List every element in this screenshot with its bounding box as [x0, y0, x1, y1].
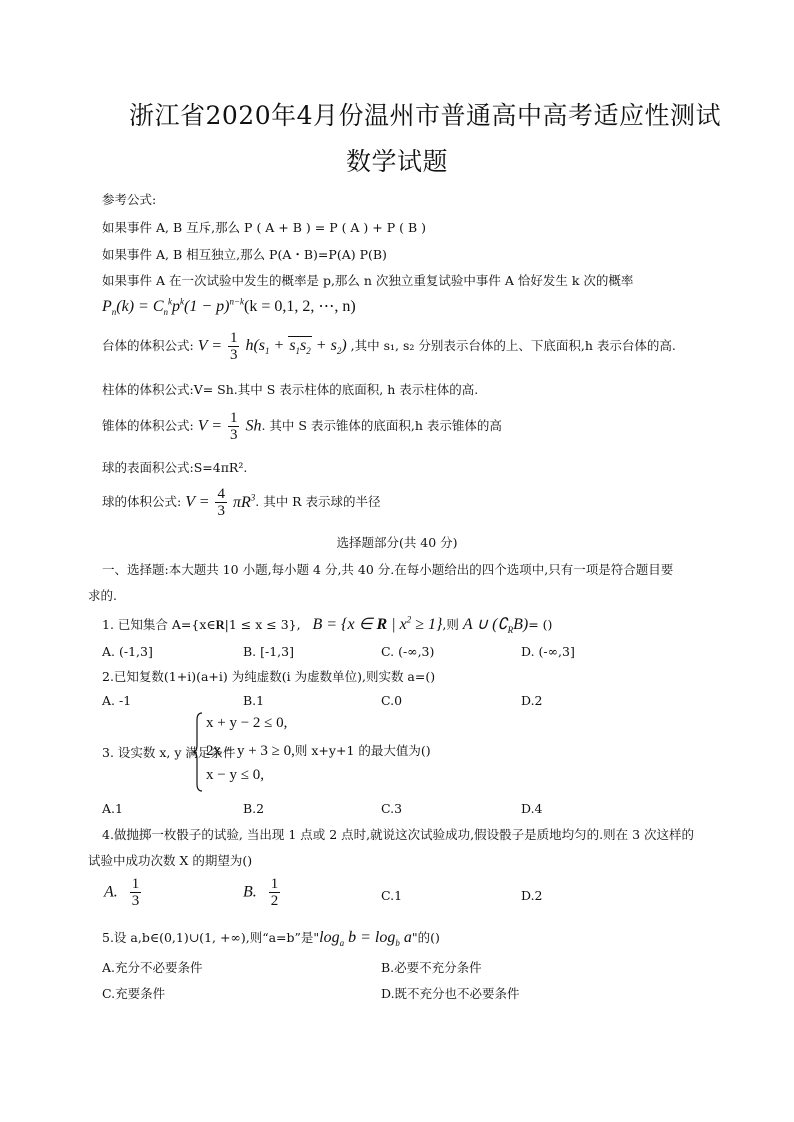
question-3-stem-a: 3. 设实数 x, y 满足条件: [102, 745, 236, 760]
formula-mutually-exclusive: 如果事件 A, B 互斥,那么 P ( A + B ) = P ( A ) + P ( B ): [102, 220, 426, 235]
formula-prism: 柱体的体积公式:V= Sh.其中 S 表示柱体的底面积, h 表示柱体的高.: [102, 382, 479, 397]
question-3-option-a: A.1: [102, 801, 123, 816]
question-1-stem: 1. 已知集合 A={x∈R|1 ≤ x ≤ 3}, B = {x ∈ R | $x^2 \ge 1$},则 A ∪ $(∁_RB)=$ (): [102, 614, 553, 636]
formula-sphere-volume-label: 球的体积公式:: [102, 494, 182, 509]
question-1-option-a: A. (-1,3]: [102, 644, 153, 659]
question-2-stem: 2.已知复数(1+i)(a+i) 为纯虚数(i 为虚数单位),则实数 a=(): [102, 669, 436, 684]
fraction-one-third: $\frac{1}{3}$: [229, 330, 238, 363]
question-4-option-a: A. $\frac{1}{3}$: [104, 876, 140, 909]
question-4-option-c: C.1: [381, 888, 403, 903]
formula-sphere-volume: 球的体积公式: V = $\frac{4}{3}$ $\pi R^3$. 其中 R 表示球的半径: [102, 486, 381, 519]
question-3-stem-b: 则 x+y+1 的最大值为(): [294, 743, 431, 758]
formulas-heading: 参考公式:: [102, 192, 157, 207]
formula-frustum: 台体的体积公式: V = $\frac{1}{3}$ $h(s_1 + s_1s_2 + s_2)$ ,其中 s₁, s₂ 分别表示台体的上、下底面积,h 表示台体的高.: [102, 330, 676, 363]
question-2-option-d: D.2: [521, 693, 543, 708]
question-5-option-b: B.必要不充分条件: [381, 960, 482, 975]
question-4-stem-1: 4.做抛掷一枚骰子的试验, 当出现 1 点或 2 点时,就说这次试验成功,假设骰子是质地均匀的.则在 3 次这样的: [102, 827, 694, 842]
question-5-option-c: C.充要条件: [102, 986, 166, 1001]
question-3-condition-3: x − y ≤ 0,: [206, 767, 264, 783]
question-5-option-d: D.既不充分也不必要条件: [381, 986, 520, 1001]
question-4-stem-2: 试验中成功次数 X 的期望为(): [88, 853, 253, 868]
formula-binomial-intro: 如果事件 A 在一次试验中发生的概率是 p,那么 n 次独立重复试验中事件 A 恰好发生 k 次的概率: [102, 273, 634, 288]
question-2-option-a: A. -1: [102, 693, 132, 708]
question-3-option-d: D.4: [521, 801, 543, 816]
formula-cone: 锥体的体积公式: V = $\frac{1}{3}$ Sh. 其中 S 表示锥体的底面积,h 表示锥体的高: [102, 410, 502, 443]
formula-frustum-desc: ,其中 s₁, s₂ 分别表示台体的上、下底面积,h 表示台体的高.: [350, 338, 676, 353]
question-3-condition-1: x + y − 2 ≤ 0,: [206, 715, 288, 731]
formula-independent: 如果事件 A, B 相互独立,那么 P(A・B)=P(A) P(B): [102, 247, 387, 262]
question-4-option-d: D.2: [521, 888, 543, 903]
question-3-option-c: C.3: [381, 801, 403, 816]
section-instructions-1: 一、选择题:本大题共 10 小题,每小题 4 分,共 40 分.在每小题给出的四个选项中,只有一项是符合题目要: [102, 562, 674, 577]
left-brace-icon: [193, 712, 203, 792]
formula-sphere-volume-desc: . 其中 R 表示球的半径: [255, 494, 381, 509]
section-instructions-2: 求的.: [88, 588, 117, 603]
section-heading: 选择题部分(共 40 分): [336, 535, 458, 550]
question-1-option-d: D. (-∞,3]: [521, 644, 575, 659]
page-subtitle: 数学试题: [345, 147, 448, 176]
question-5-stem: 5.设 a,b∈(0,1)∪(1, +∞),则“a=b”是"$\log_a$ $b = \log_b a$"的(): [102, 929, 440, 949]
question-4-option-b: B. $\frac{1}{2}$: [243, 876, 279, 909]
question-2-option-b: B.1: [243, 693, 265, 708]
question-3-condition-2: 2x − y + 3 ≥ 0,则 x+y+1 的最大值为(): [206, 743, 431, 759]
formula-frustum-label: 台体的体积公式:: [102, 338, 194, 353]
question-2-option-c: C.0: [381, 693, 403, 708]
question-1-option-c: C. (-∞,3): [381, 644, 435, 659]
question-1-option-b: B. [-1,3]: [243, 644, 294, 659]
formula-sphere-surface: 球的表面积公式:S=4πR².: [102, 460, 248, 475]
question-3-option-b: B.2: [243, 801, 265, 816]
formula-binomial: $P_n(k) = C_n^kp^k(1 - p)^{n-k}(k = 0,1$, 2, ⋯, n): [102, 296, 356, 318]
question-5-option-a: A.充分不必要条件: [102, 960, 203, 975]
formula-binomial-tail: (k = 0,1, 2, ⋯, n): [244, 298, 356, 315]
page-title: 浙江省2020年4月份温州市普通高中高考适应性测试: [128, 101, 722, 130]
formula-cone-desc: . 其中 S 表示锥体的底面积,h 表示锥体的高: [261, 418, 502, 433]
formula-cone-label: 锥体的体积公式:: [102, 418, 194, 433]
